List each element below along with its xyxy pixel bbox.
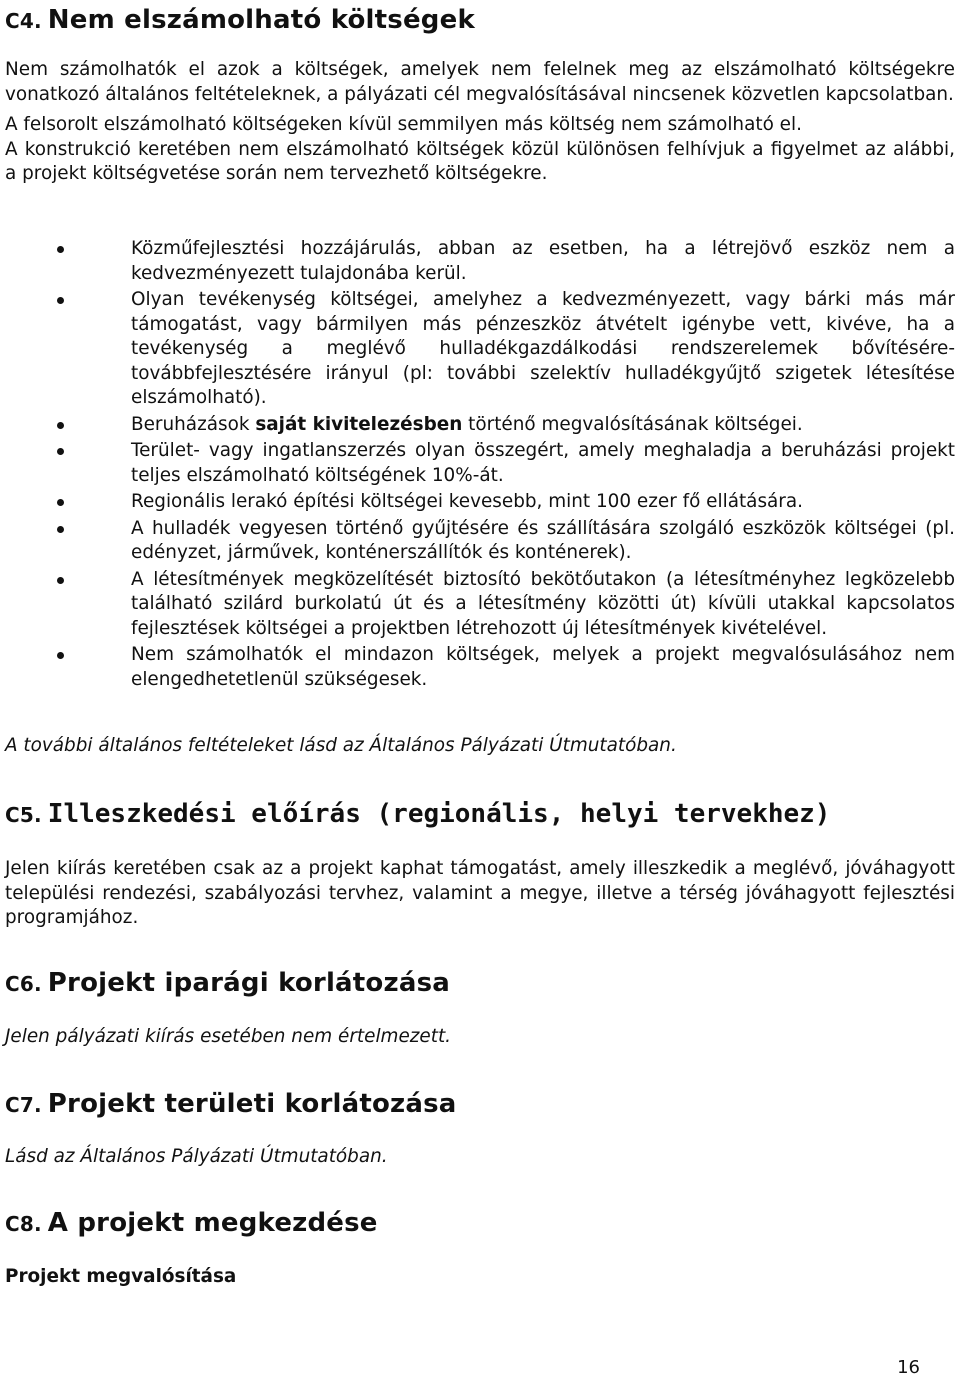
list-item: A hulladék vegyesen történő gyűjtésére és szállítására szolgáló eszközök költségei (pl. edényzet, járművek, konténerszállítók és konténerek). [5,517,955,566]
paragraph: Jelen pályázati kiírás esetében nem értelmezett. [5,1026,452,1047]
section-number: C4. [5,9,42,33]
section-heading-c8 [5,1205,378,1238]
bullet-icon [57,526,64,533]
bullet-icon [57,297,64,304]
reference-note: A további általános feltételeket lásd az Általános Pályázati Útmutatóban. [5,735,677,756]
section-heading-c7 [5,1086,457,1119]
section-number: C8. [5,1212,42,1236]
bullet-icon [57,499,64,506]
bullet-icon [57,422,64,429]
list-item: Közműfejlesztési hozzájárulás, abban az esetben, ha a létrejövő eszköz nem a kedvezményezett tulajdonába kerül. [5,237,955,286]
section-heading-c5 [5,796,830,829]
section-title: Projekt területi korlátozása [47,1089,457,1119]
section-heading-c4 [5,2,475,35]
paragraph: A felsorolt elszámolható költségeken kívül semmilyen más költség nem számolható el. [5,114,802,135]
cost-exclusion-list [5,237,955,692]
list-item: Regionális lerakó építési költségei kevesebb, mint 100 ezer fő ellátására. [5,490,955,515]
section-number: C5. [5,803,42,827]
bullet-icon [57,448,64,455]
section-title: Projekt iparági korlátozása [47,968,450,998]
section-title: Nem elszámolható költségek [47,5,475,35]
list-item: Beruházások saját kivitelezésben történő megvalósításának költségei. [5,413,955,438]
bullet-icon [57,577,64,584]
section-heading-c6 [5,965,450,998]
paragraph: A konstrukció keretében nem elszámolható költségek közül különösen felhívjuk a figyelmet az alábbi, a projekt költségvetése során nem tervezhető költségekre. [5,138,955,184]
paragraph: Jelen kiírás keretében csak az a projekt kaphat támogatást, amely illeszkedik a meglévő, jóváhagyott települési rendezési, szabályozási tervhez, valamint a megye, illetve a térség jóváhagyott fejlesztési programjához. [5,858,955,928]
list-item: Olyan tevékenység költségei, amelyhez a kedvezményezett, vagy bárki más már támogatást, vagy bármilyen más pénzeszköz átvételt igénybe vett, kivéve, ha a tevékenység a meglévő hulladékgazdálkodási rendszerelemek bővítésére-továbbfejlesztésére irányul (pl: további szelektív hulladékgyűjtő szigetek létesítése elszámolható). [5,288,955,411]
section-title: Illeszkedési előírás (regionális, helyi tervekhez) [47,799,831,829]
list-item: A létesítmények megközelítését biztosító bekötőutakon (a létesítményhez legközelebb található szilárd burkolatú út és a létesítmény közötti út) kívüli utakkal kapcsolatos fejlesztések költségei a projektben létrehozott új létesítmények kivételével. [5,568,955,642]
subheading: Projekt megvalósítása [5,1266,237,1287]
page-number: 16 [897,1357,920,1378]
section-number: C6. [5,972,42,996]
list-item: Terület- vagy ingatlanszerzés olyan összegért, amely meghaladja a beruházási projekt teljes elszámolható költségének 10%-át. [5,439,955,488]
list-item: Nem számolhatók el mindazon költségek, melyek a projekt megvalósulásához nem elengedhetetlenül szükségesek. [5,643,955,692]
section-number: C7. [5,1093,42,1117]
bullet-icon [57,246,64,253]
paragraph: Lásd az Általános Pályázati Útmutatóban. [5,1146,388,1167]
bullet-icon [57,652,64,659]
paragraph: Nem számolhatók el azok a költségek, amelyek nem felelnek meg az elszámolható költségekre vonatkozó általános feltételeknek, a pályázati cél megvalósításával nincsenek közvetlen kapcsolatban. [5,59,955,105]
section-title: A projekt megkezdése [47,1208,378,1238]
